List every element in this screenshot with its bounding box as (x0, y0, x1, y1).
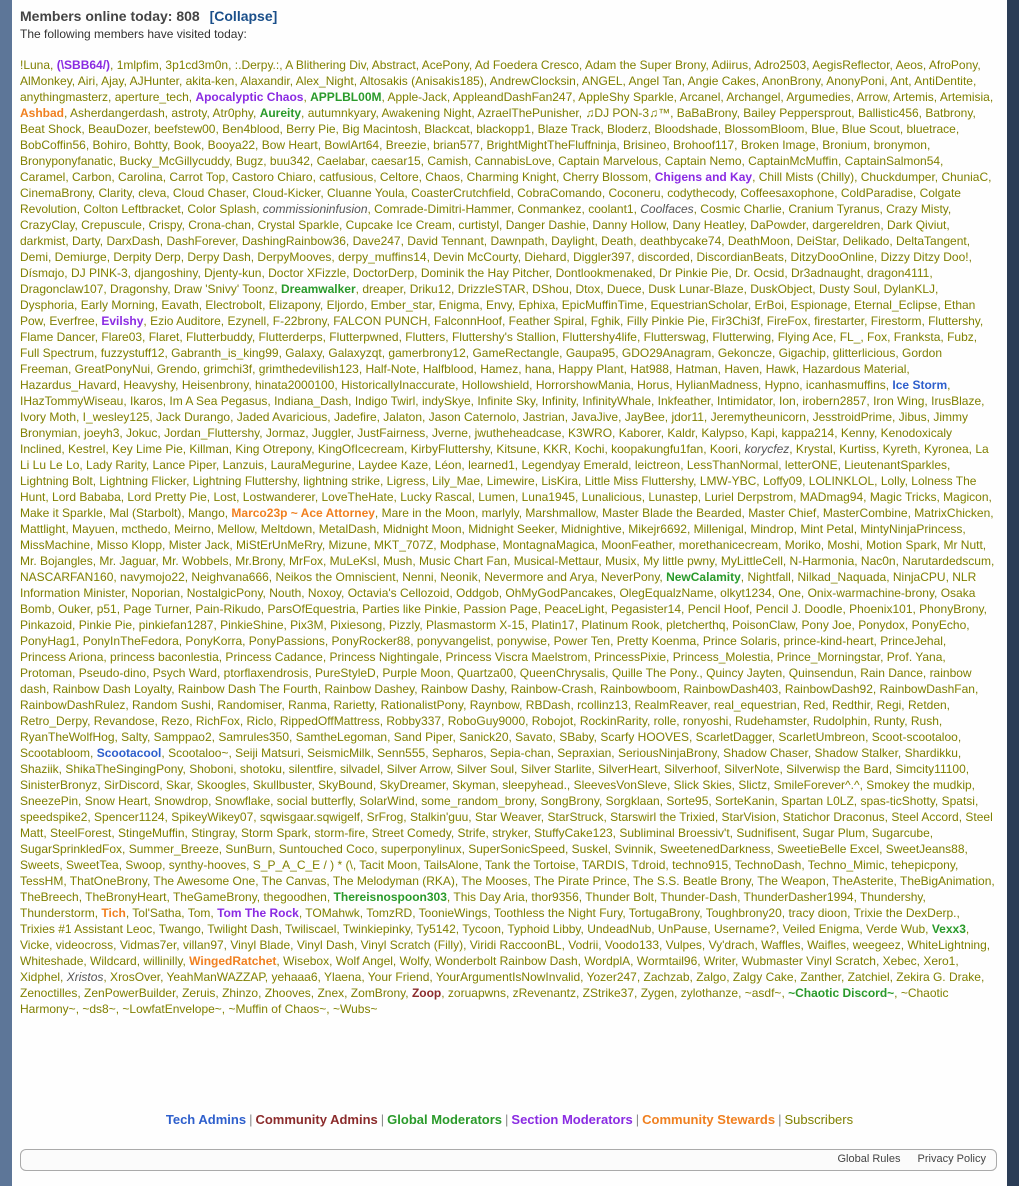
legend-separator: | (380, 1112, 385, 1127)
member-name-smod[interactable]: Chigens and Kay (654, 170, 753, 184)
member-name-italic[interactable]: commissioninfusion (262, 202, 368, 216)
members-online-title: Members online today: 808 (20, 8, 200, 24)
members-list (20, 57, 995, 1017)
members-online-panel (12, 0, 1007, 1186)
member-names-segment: , Mare in the Moon, marlyly, Marshmallow, Master Blade the Bearded, Master Chief, MasterCombine, MatrixChicken, Mattlight, Mayuen, mcthedo, Meirno, Mellow, Meltdown, MetalDash, Midnight Moon, Midnight Seeker, Midnightive, Mikejr6692, Millenigal, Mindrop, Mint Petal, MintyNinjaPrincess, MissMachine, Misso Klopp, Mister Jack, MiStErUnMeRry, Mizune, MKT_707Z, Modphase, MontagnaMagica, MoonFeather, morethanicecream, Moriko, Moshi, Motion Spark, Mr Nutt, Mr. Bojangles, Mr. Jaguar, Mr. Wobbels, Mr.Brony, MrFox, MuLeKsl, Mush, Music Chart Fan, Musical-Mettaur, Musix, My little pwny, MyLittleCell, N-Harmonia, Nac0n, Narutardedscum, NASCARFAN160, navymojo22, Neighvana666, Neikos the Omniscient, Nenni, Neonik, Nevermore and Arya, NeverPony, (20, 506, 995, 584)
members-subtitle: The following members have visited today: (20, 27, 247, 41)
member-names-segment: , 1mlpfim, 3p1cd3m0n, :.Derpy.:, A Blithering Div, Abstract, AcePony, Ad Foedera Cresco, Adam the Super Brony, Adiirus, Adro2503, AegisReflector, Aeos, AfroPony, AlMonkey, Airi, Ajay, AJHunter, akita-ken, Alaxandir, Alex_Night, Altosakis (Anisakis185), AndrewClocksin, ANGEL, Angel Tan, Angie Cakes, AnonBrony, AnonyPoni, Ant, AntiDentite, anythingmasterz, aperture_tech, (20, 58, 981, 104)
legend-separator: | (249, 1112, 253, 1127)
member-name-gmod[interactable]: NewCalamity (666, 570, 741, 584)
member-names-segment: , Tol'Satha, Tom, (125, 906, 218, 920)
member-names-segment: , zoruapwns, zRevenantz, ZStrike37, Zygen, zylothanze, ~asdf~, (441, 986, 789, 1000)
member-name-smod[interactable]: Apocalyptic Chaos (195, 90, 304, 104)
member-name-steward[interactable]: WingedRatchet (189, 954, 277, 968)
member-name-steward[interactable]: Marco23p ~ Ace Attorney (231, 506, 375, 520)
member-names-segment: , Nightfall, Nilkad_Naquada, NinjaCPU, NLR Information Minister, Noporian, NostalgicPony, Nouth, Noxoy, Octavia's Cellozoid, Oddgob, OhMyGodPancakes, OlegEqualzName, olkyt1234, One, Onix-warmachine-brony, Osaka Bomb, Ouker, p51, Page Turner, Pain-Rikudo, ParsOfEquestria, Parties like Pinkie, Passion Page, PeaceLight, Pegasister14, Pencil Hoof, Pencil J. Doodle, Phoenix101, PhonyBrony, Pinkazoid, Pinkie Pie, pinkiefan1287, PinkieShine, Pix3M, Pixiesong, Pizzly, Plasmastorm X-15, Platin17, Platinum Rook, pletcherthq, PoisonClaw, Pony Joe, Ponydox, PonyEcho, PonyHag1, PonyInTheFedora, PonyKorra, PonyPassions, PonyRocker88, ponyvangelist, ponywise, Power Ten, Pretty Koenma, Prince Solaris, prince-kind-heart, PrinceJehal, Princess Ariona, princess baconlestia, Princess Cadance, Princess Nightingale, Princess Viscra Maelstrom, PrincessPixie, Princess_Molestia, Prince_Morningstar, Prof. Yana, Protoman, Pseudo-dino, Psych Ward, ptorflaxendrosis, PureStyleD, Purple Moon, Quartza00, QueenChrysalis, Quille The Pony., Quincy Jayten, Quinsendun, Rain Dance, rainbow dash, Rainbow Dash Loyalty, Rainbow Dash The Fourth, Rainbow Dashey, Rainbow Dashy, Rainbow-Crash, Rainbowboom, RainbowDash403, RainbowDash92, RainbowDashFan, RainbowDashRulez, Random Sushi, Randomiser, Ranma, Rarietty, RationalistPony, Raynbow, RBDash, rcollinz13, RealmReaver, real_equestrian, Red, Redthir, Regi, Retden, Retro_Derpy, Revandose, Rezo, RichFox, Riclo, RippedOffMattress, Robby337, RoboGuy9000, Robojot, RockinRarity, rolle, ronyoshi, Rudehamster, Rudolphin, Runty, Rush, RyanTheWolfHog, Salty, Samppao2, Samrules350, SamtheLegoman, Sand Piper, Sanick20, Savato, SBaby, Scarfy HOOVES, ScarletDagger, ScarletUmbreon, Scoot-scootaloo, Scootabloom, (20, 570, 987, 760)
member-name-italic[interactable]: korycfez (744, 442, 790, 456)
member-names-segment: , Wisebox, Wolf Angel, Wolfy, Wonderbolt Rainbow Dash, WordplA, Wormtail96, Writer, Wubmaster Vinyl Scratch, Xebec, Xero1, Xidphel, (20, 954, 959, 984)
legend-subscribers: Subscribers (784, 1112, 854, 1127)
member-names-segment: , Asherdangerdash, astroty, Atr0phy, (64, 106, 260, 120)
member-name-steward[interactable]: Tich (101, 906, 126, 920)
member-names-segment: , Chill Mists (Chilly), Chuckdumper, ChuniaC, CinemaBrony, Clarity, cleva, Cloud Chaser, Cloud-Kicker, Cluanne Youla, CoasterCrutchfield, CobraComando, Coconeru, codythecody, Coffeesaxophone, ColdParadise, Colgate Revolution, Colton Leftbracket, Color Splash, (20, 170, 992, 216)
member-name-smod[interactable]: (\SBB64/) (56, 58, 111, 72)
member-names-segment: , Cosmic Charlie, Cranium Tyranus, Crazy Misty, CrazyClay, Crepuscule, Crispy, Crona-chan, Crystal Sparkle, Cupcake Ice Cream, curtistyl, Danger Dashie, Danny Hollow, Dany Heatley, DaPowder, dargereldren, Dark Qiviut, darkmist, Darty, DarxDash, DashForever, DashingRainbow36, Dave247, David Tennant, Dawnpath, Daylight, Death, deathbycake74, DeathMoon, DeiStar, Delikado, DeltaTangent, Demi, Demiurge, Derpity Derp, Derpy Dash, DerpyMooves, derpy_muffins14, Devin McCourty, Diehard, Diggler397, discorded, DiscordianBeats, DitzyDooOnline, Dizzy Ditzy Doo!, Dísmαjo, DJ PINK-3, djangoshiny, Djenty-kun, Doctor XFizzle, DoctorDerp, Dominik the Hay Pitcher, Dontlookmenaked, Dr Pinkie Pie, Dr. Ocsid, Dr3adnaught, dragon4111, Dragonclaw107, Dragonshy, Draw 'Snivy' Toonz, (20, 202, 972, 296)
footer-links (823, 1153, 986, 1165)
member-names-segment: , Comrade-Dimitri-Hammer, Conmankez, coolant1, (367, 202, 641, 216)
member-names-segment: , Krystal, Kurtiss, Kyreth, Kyronea, La Li Lu Le Lo, Lady Rarity, Lance Piper, Lanzuis, LauraMegurine, Laydee Kaze, Léon, learned1, Legendyay Emerald, leictreon, LessThanNormal, letterONE, LieutenantSparkles, Lightning Bolt, Lightning Flicker, Lightning Fluttershy, lightning strike, Ligress, Lily_Mae, Limewire, LisKira, Little Miss Fluttershy, LMW-YBC, Loffy09, LOLINKLOL, Lolly, Lolness The Hunt, Lord Bababa, Lord Pretty Pie, Lost, Lostwanderer, LoveTheHate, Lucky Rascal, Lumen, Luna1945, Lunalicious, Lunastep, Luriel Derpstrom, MADmag94, Magic Tricks, Magicon, Make it Sparkle, Mal (Starbolt), Mango, (20, 442, 992, 520)
legend-section-moderators: Section Moderators (511, 1112, 633, 1127)
footer-bar (20, 1149, 997, 1171)
member-name-gmod[interactable]: Vexx3 (931, 922, 966, 936)
member-name-tech[interactable]: Ice Storm (892, 378, 948, 392)
member-name-gmod[interactable]: APPLBL00M (310, 90, 382, 104)
page-border-right (1007, 0, 1019, 1186)
global-rules-link[interactable]: Global Rules (837, 1153, 901, 1165)
member-name-steward[interactable]: Ashbad (20, 106, 65, 120)
member-name-gmod[interactable]: Aureity (259, 106, 302, 120)
member-name-italic[interactable]: Xristos (66, 970, 104, 984)
member-name-smod[interactable]: Tom The Rock (217, 906, 299, 920)
member-names-segment: !Luna, (20, 58, 57, 72)
member-names-segment: , Apple-Jack, AppleandDashFan247, AppleShy Sparkle, Arcanel, Archangel, Argumedies, Arrow, Artemis, Artemisia, (381, 90, 994, 104)
legend-global-moderators: Global Moderators (387, 1112, 503, 1127)
legend-separator: | (778, 1112, 782, 1127)
panel-title-row (20, 8, 995, 24)
page-border-left (0, 0, 12, 1186)
member-name-italic[interactable]: Coolfaces (640, 202, 694, 216)
panel-header (20, 8, 995, 41)
member-name-tech[interactable]: Scootacool (96, 746, 162, 760)
member-name-gmod[interactable]: Dreamwalker (280, 282, 356, 296)
member-names-segment: , TOMahwk, TomzRD, ToonieWings, Toothless the Night Fury, TortugaBrony, Toughbrony20, tracy dioon, Trixie the DexDerp., Trixies #1 Assistant Leoc, Twango, Twilight Dash, Twiliscael, Twinkiepinky, Ty5142, Tycoon, Typhoid Libby, UndeadNub, UnPause, Username?, Veiled Enigma, Verde Wub, (20, 906, 960, 936)
role-legend (12, 1112, 1007, 1127)
legend-separator: | (505, 1112, 509, 1127)
member-names-segment: , autumnkyary, Awakening Night, AzraelThePunisher, ♫DJ PON-3♫™, BaBaBrony, Bailey Peppersprout, Ballistic456, Batbrony, Beat Shock, BeauDozer, beefstew00, Ben4blood, Berry Pie, Big Macintosh, Blackcat, blackopp1, Blaze Track, Bloderz, Bloodshade, BlossomBloom, Blue, Blue Scout, bluetrace, BobCoffin56, Bohiro, Bohtty, Book, Booya22, Bow Heart, BowlArt64, Breezie, brian577, BrightMightTheFluffninja, Brisineo, Brohoof117, Broken Image, Bronium, bronymon, Bronyponyfanatic, Bucky_McGillycuddy, Bugz, buu342, Caelabar, caesar15, Camish, CannabisLove, Captain Marvelous, Captain Nemo, CaptainMcMuffin, CaptainSalmon54, Caramel, Carbon, Carolina, Carrot Top, Castoro Chiaro, catfusious, Celtore, Chaos, Charming Knight, Cherry Blossom, (20, 106, 976, 184)
member-name-gmod[interactable]: ~Chaotic Discord~ (788, 986, 895, 1000)
member-names-segment: , Scootaloo~, Seiji Matsuri, SeismicMilk, Senn555, Sepharos, Sepia-chan, Sepraxian, SeriousNinjaBrony, Shadow Chaser, Shadow Stalker, Shardikku, Shaziik, ShikaTheSingingPony, Shoboni, shotoku, silentfire, silvadel, Silver Arrow, Silver Soul, Silver Starlite, SilverHeart, Silverhoof, SilverNote, Silverwisp the Bard, Simcity11100, SinisterBronyz, SirDiscord, Skar, Skoogles, Skullbuster, SkyBound, SkyDreamer, Skyman, sleepyhead., SleevesVonSleve, Slick Skies, Slictz, SmileForever^.^, Smokey the mudkip, SneezePin, Snow Heart, Snowdrop, Snowflake, social butterfly, SolarWind, some_random_brony, SongBrony, Sorgklaan, Sorte95, SorteKanin, Spartan L0LZ, spas-ticShotty, Spatsi, speedspike2, Spencer1124, SpikeyWikey07, sqwisgaar.sqwigelf, SrFrog, Stalkin'guu, Star Weaver, StarStruck, Starswirl the Trixied, StarVision, Statichor Draconus, Steel Accord, Steel Matt, SteelForest, StingeMuffin, Stingray, Storm Spark, storm-fire, Street Comedy, Strife, stryker, StuffyCake123, Subliminal Broessiv't, Sudnifisent, Sugar Plum, Sugarcube, SugarSprinkledFox, Summer_Breeze, SunBurn, Suntouched Coco, superponylinux, SuperSonicSpeed, Suskel, Svinnik, SweetenedDarkness, SweetieBelle Excel, SweetJeans88, Sweets, SweetTea, Swoop, synthy-hooves, S_P_A_C_E / ) * (\, Tacit Moon, TailsAlone, Tank the Tortoise, TARDIS, Tdroid, techno915, TechnoDash, Techno_Mimic, tehepicpony, TessHM, ThatOneBrony, The Awesome One, The Canvas, The Melodyman (RKA), The Mooses, The Pirate Prince, The S.S. Beatle Brony, The Weapon, TheAsterite, TheBigAnimation, TheBreech, TheBronyHeart, TheGameBrony, thegoodhen, (20, 746, 995, 904)
member-name-smod[interactable]: Evilshy (101, 314, 144, 328)
legend-community-admins: Community Admins (255, 1112, 378, 1127)
member-names-segment: , This Day Aria, thor9356, Thunder Bolt, Thunder-Dash, ThunderDasher1994, Thundershy, Thunderstorm, (20, 890, 926, 920)
legend-separator: | (635, 1112, 640, 1127)
member-names-segment: , Ezio Auditore, Ezynell, F-22brony, FALCON PUNCH, FalconnHoof, Feather Spiral, Fghik, Filly Pinkie Pie, Fir3Chi3f, FireFox, firestarter, Firestorm, Fluttershy, Flame Dancer, Flare03, Flaret, Flutterbuddy, Flutterderps, Flutterpwned, Flutters, Fluttershy's Stallion, Fluttershy4life, Flutterswag, Flutterwing, Flying Ace, FL_, Fox, Frankstа, Fubz, Full Spectrum, fuzzystuff12, Gabranth_is_king99, Galaxy, Galaxyzqt, gamerbrony12, GameRectangle, Gaupa95, GDO29Anagram, Gekoncze, Gigachip, glitterlicious, Gordon Freeman, GreatPonyNui, Grendo, grimchi3f, grimthedevilish123, Half-Note, Halfblood, Hamez, hana, Happy Plant, Hat988, Hatman, Haven, Hawk, Hazardous Material, Hazardus_Havard, Heavyshy, Heisenbrony, hinata2000100, HistoricallyInaccurate, Hollowshield, HorrorshowMania, Horus, HylianMadness, Hypno, icanhasmuffins, (20, 314, 984, 392)
legend-community-stewards: Community Stewards (642, 1112, 776, 1127)
privacy-policy-link[interactable]: Privacy Policy (917, 1153, 986, 1165)
member-names-segment: , ~Chaotic Harmony~, ~ds8~, ~LowfatEnvelope~, ~Muffin of Chaos~, ~Wubs~ (20, 986, 949, 1016)
legend-tech-admins: Tech Admins (165, 1112, 247, 1127)
member-names-segment: , XrosOver, YeahManWAZZAP, yehaaa6, Ylaena, Your Friend, YourArgumentIsNowInvalid, Yozer247, Zachzab, Zalgo, Zalgy Cake, Zanther, Zatchiel, Zekira G. Drake, Zenoctilles, ZenPowerBuilder, Zeruis, Zhinzo, Zhooves, Znex, ZomBrony, (20, 970, 985, 1000)
collapse-link[interactable]: [Collapse] (209, 8, 278, 24)
member-names-segment: , (303, 90, 311, 104)
member-names-segment: , IHazTommyWiseau, Ikaros, Im A Sea Pegasus, Indiana_Dash, Indigo Twirl, indySkye, Infinite Sky, Infinity, InfinityWhale, Inkfeather, Intimidator, Ion, irobern2857, Iron Wing, IrusBlaze, Ivory Moth, I_wesley125, Jack Durango, Jaded Avaricious, Jadefire, Jalaton, Jason Caternolo, Jastrian, JavaJive, JayBee, jdor11, Jeremytheunicorn, JesstroidPrime, Jibus, Jimmy Bronymian, joeyh3, Jokuc, Jordan_Fluttershy, Jormaz, Juggler, JustFairness, Jverne, jwutheheadcase, K3WRO, Kaborer, Kaldr, Kalypso, Kapi, kappa214, Kenny, Kenodoxicaly Inclined, Kestrel, Key Lime Pie, Killman, King Otreрony, KingOfIcecream, KirbyFluttershy, Kitsune, KKR, Kochi, koopakungfu1fan, Koori, (20, 378, 985, 456)
member-names-segment: , Vicke, videocross, Vidmas7er, villan97, Vinyl Blade, Vinyl Dash, Vinyl Scratch (Filly), Viridi RaccoonBL, Vodrii, Voodo133, Vulpes, Vy'drach, Waffles, Waifles, weegeez, WhiteLightning, Whiteshade, Wildcard, willinilly, (20, 922, 991, 968)
member-names-segment: , dreaper, Driku12, DrizzleSTAR, DShou, Dtox, Duece, Dusk Lunar-Blaze, DuskObject, Dusty Soul, DylanKLJ, Dysphoria, Early Morning, Eavath, Electrobolt, Elizapony, Eljordo, Ember_star, Enigma, Envy, Ephixa, EpicMuffinTime, EquestrianScholar, ErBoi, Espionage, Eternal_Eclipse, Ethan Pow, Everfree, (20, 282, 976, 328)
member-name-admin[interactable]: Zoop (411, 986, 442, 1000)
member-name-gmod[interactable]: Thereisnospoon303 (333, 890, 447, 904)
